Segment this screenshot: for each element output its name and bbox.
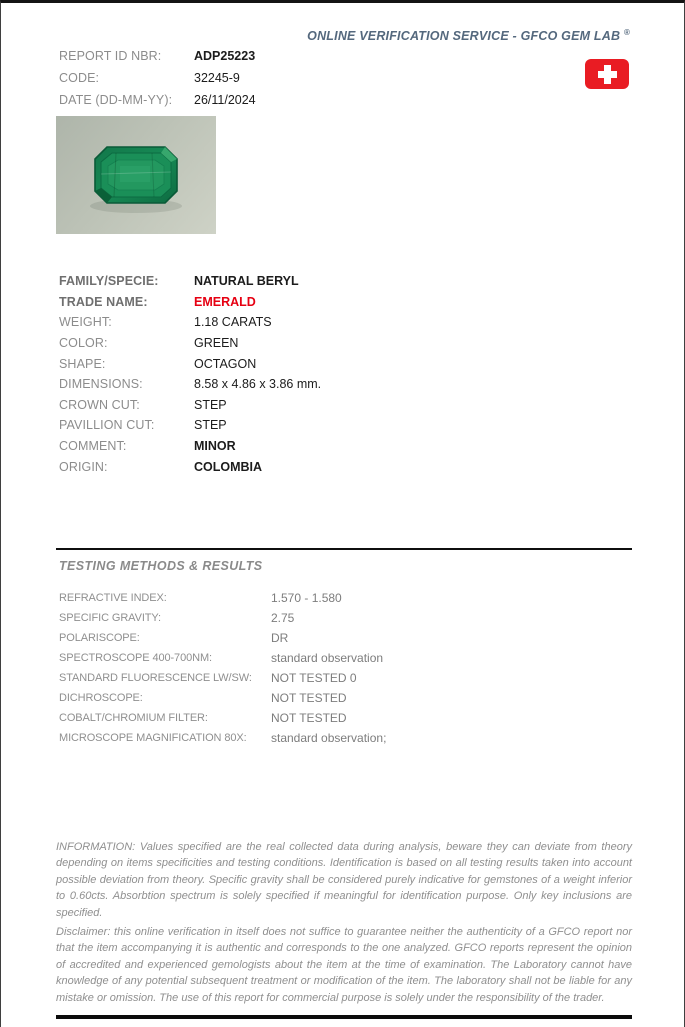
- polariscope-label: POLARISCOPE:: [59, 632, 140, 644]
- page-title-text: ONLINE VERIFICATION SERVICE - GFCO GEM LAB: [307, 29, 621, 44]
- bottom-rule: [56, 1015, 632, 1019]
- section-divider-rule: [56, 548, 632, 550]
- specific-gravity-label: SPECIFIC GRAVITY:: [59, 612, 162, 624]
- color-value: GREEN: [194, 336, 239, 351]
- weight-label: WEIGHT:: [59, 315, 112, 330]
- cobalt-chromium-filter-label: COBALT/CHROMIUM FILTER:: [59, 712, 208, 724]
- page-title: [307, 28, 630, 43]
- emerald-gem-graphic: [56, 116, 216, 234]
- shape-label: SHAPE:: [59, 356, 106, 371]
- dimensions-label: DIMENSIONS:: [59, 377, 143, 392]
- refractive-index-value: 1.570 - 1.580: [271, 591, 342, 605]
- origin-label: ORIGIN:: [59, 459, 108, 474]
- fluorescence-label: STANDARD FLUORESCENCE LW/SW:: [59, 672, 252, 684]
- comment-label: COMMENT:: [59, 439, 127, 454]
- trade-name-label: TRADE NAME:: [59, 294, 148, 309]
- origin-value: COLOMBIA: [194, 459, 263, 474]
- gemstone-photo: [56, 116, 216, 234]
- dichroscope-value: NOT TESTED: [271, 691, 347, 705]
- trade-name-value: EMERALD: [194, 294, 256, 309]
- code-value: 32245-9: [194, 71, 240, 85]
- color-label: COLOR:: [59, 336, 108, 351]
- microscope-magnification-label: MICROSCOPE MAGNIFICATION 80X:: [59, 732, 247, 744]
- comment-value: MINOR: [194, 439, 236, 454]
- dimensions-value: 8.58 x 4.86 x 3.86 mm.: [194, 377, 322, 392]
- spectroscope-value: standard observation: [271, 651, 384, 665]
- report-id-label: REPORT ID NBR:: [59, 49, 162, 63]
- code-label: CODE:: [59, 71, 100, 85]
- specific-gravity-value: 2.75: [271, 611, 295, 625]
- testing-section-title: TESTING METHODS & RESULTS: [59, 559, 263, 573]
- pavillion-cut-value: STEP: [194, 418, 227, 433]
- report-id-value: ADP25223: [194, 49, 256, 63]
- polariscope-value: DR: [271, 631, 289, 645]
- dichroscope-label: DICHROSCOPE:: [59, 692, 143, 704]
- crown-cut-label: CROWN CUT:: [59, 397, 140, 412]
- pavillion-cut-label: PAVILLION CUT:: [59, 418, 155, 433]
- cobalt-chromium-filter-value: NOT TESTED: [271, 711, 347, 725]
- family-specie-value: NATURAL BERYL: [194, 274, 299, 289]
- shape-value: OCTAGON: [194, 356, 257, 371]
- microscope-magnification-value: standard observation;: [271, 731, 387, 745]
- date-label: DATE (DD-MM-YY):: [59, 93, 173, 107]
- weight-value: 1.18 CARATS: [194, 315, 272, 330]
- testing-results-table: [59, 588, 386, 748]
- swiss-cross-horizontal-bar: [598, 71, 617, 78]
- family-specie-label: FAMILY/SPECIE:: [59, 274, 159, 289]
- report-id-block: [59, 45, 256, 111]
- swiss-flag-icon: [585, 59, 629, 89]
- spectroscope-label: SPECTROSCOPE 400-700NM:: [59, 652, 212, 664]
- crown-cut-value: STEP: [194, 397, 227, 412]
- date-value: 26/11/2024: [194, 93, 256, 107]
- identification-table: [59, 271, 321, 477]
- registered-trademark-symbol: ®: [623, 28, 630, 37]
- fluorescence-value: NOT TESTED 0: [271, 671, 357, 685]
- refractive-index-label: REFRACTIVE INDEX:: [59, 592, 167, 604]
- disclaimer-paragraph: Disclaimer: this online verification in itself does not suffice to guarantee neither the authenticity of a GFCO report nor that the item accompanying it is authentic and corresponds to the one analyzed. GFCO reports represent the opinion of accredited and experienced gemologists about the item at the time of examination. The Laboratory cannot have knowledge of any potential subsequent treatment or modification of the item. The laboratory shall not be liable for any mistake or omission. The use of this report for commercial purpose is solely under the responsibility of the trader.: [56, 926, 632, 1004]
- information-paragraph: INFORMATION: Values specified are the real collected data during analysis, beware they can deviate from theory depending on items specificities and testing conditions. Identification is based on all testing results taken into account possible deviation from theory. Specific gravity shall be considered purely indicative for gemstones of a weight inferior to 0.60cts. Absorbtion spectrum is solely specified if meaningful for identification purpose. Only key inclusions are specified.: [56, 841, 632, 919]
